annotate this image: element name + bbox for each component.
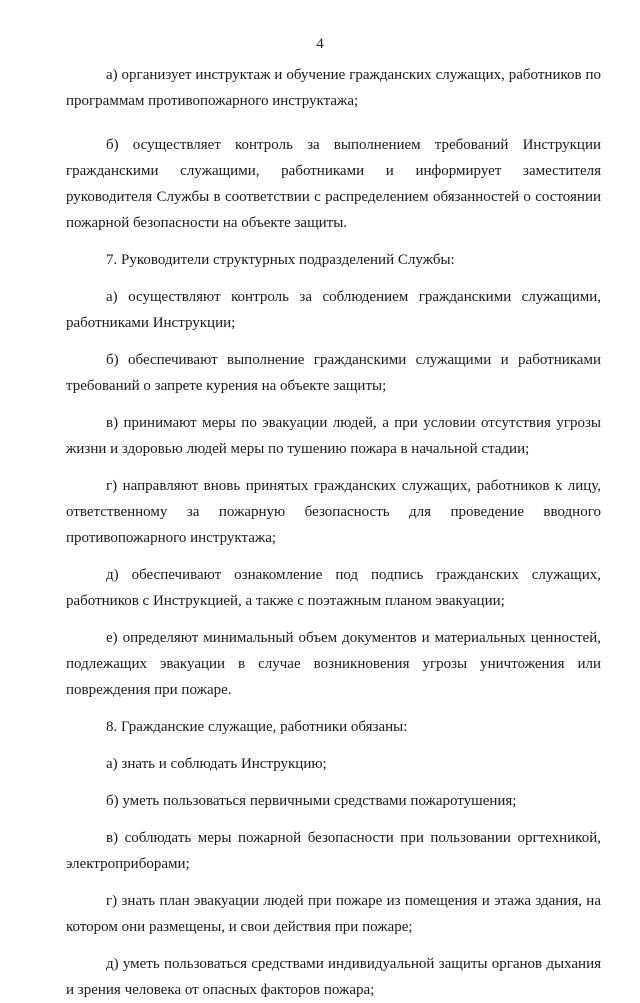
paragraph-7b: б) обеспечивают выполнение гражданскими служащими и работниками требований о запрете курения на объекте защиты; xyxy=(66,352,601,394)
page-number: 4 xyxy=(316,36,324,52)
section-8-heading: 8. Гражданские служащие, работники обязаны: xyxy=(106,719,408,735)
paragraph-8e: д) уметь пользоваться средствами индивидуальной защиты органов дыхания и зрения человека от опасных факторов пожара; xyxy=(66,956,601,998)
paragraph-7f: е) определяют минимальный объем документов и материальных ценностей, подлежащих эвакуации в случае возникновения угрозы уничтожения или повреждения при пожаре. xyxy=(66,630,601,698)
paragraph-7c: в) принимают меры по эвакуации людей, а при условии отсутствия угрозы жизни и здоровью людей меры по тушению пожара в начальной стадии; xyxy=(66,415,601,457)
paragraph-8b: б) уметь пользоваться первичными средствами пожаротушения; xyxy=(106,793,517,809)
paragraph-8d: г) знать план эвакуации людей при пожаре из помещения и этажа здания, на котором они размещены, и свои действия при пожаре; xyxy=(66,893,601,935)
paragraph-7a: а) осуществляют контроль за соблюдением гражданскими служащими, работниками Инструкции; xyxy=(66,289,601,331)
paragraph-8a: а) знать и соблюдать Инструкцию; xyxy=(106,756,327,772)
paragraph-6a: а) организует инструктаж и обучение гражданских служащих, работников по программам противопожарного инструктажа; xyxy=(66,67,601,109)
paragraph-7d: г) направляют вновь принятых гражданских служащих, работников к лицу, ответственному за пожарную безопасность для проведение вводного противопожарного инструктажа; xyxy=(66,478,601,546)
paragraph-6b: б) осуществляет контроль за выполнением требований Инструкции гражданскими служащими, работниками и информирует заместителя руководителя Службы в соответствии с распределением обязанностей о состоянии пожарной безопасности на объекте защиты. xyxy=(66,137,601,231)
paragraph-8c: в) соблюдать меры пожарной безопасности при пользовании оргтехникой, электроприборами; xyxy=(66,830,601,872)
document-body xyxy=(66,62,601,1003)
section-7-heading: 7. Руководители структурных подразделений Службы: xyxy=(106,252,455,268)
paragraph-7e: д) обеспечивают ознакомление под подпись гражданских служащих, работников с Инструкцией, а также с поэтажным планом эвакуации; xyxy=(66,567,601,609)
